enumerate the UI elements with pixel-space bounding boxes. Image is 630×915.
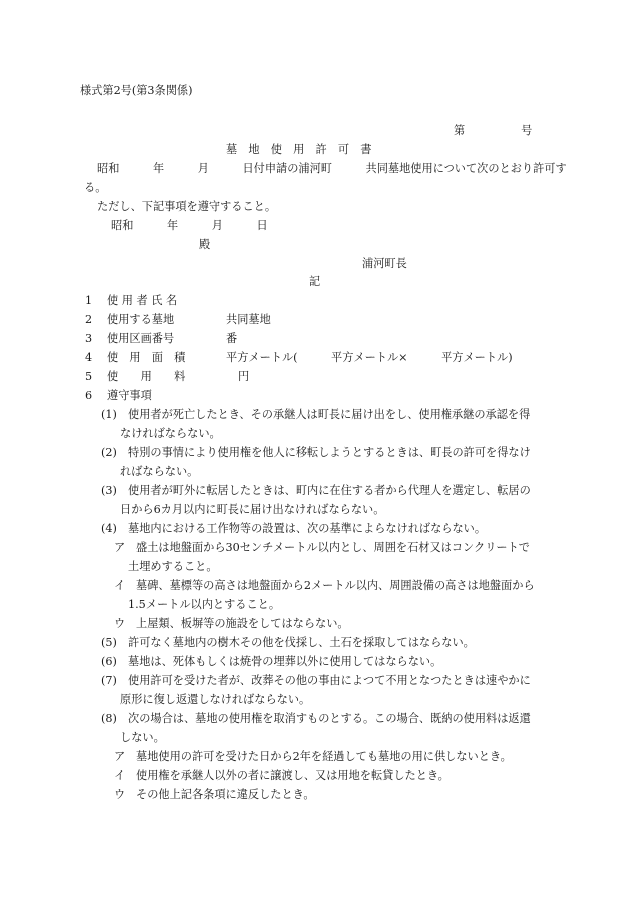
rule-text-cont: 原形に復し返還しなければならない。 (120, 693, 311, 706)
rule-text-cont: なければならない。 (120, 427, 221, 440)
rule-text: 墓地は、死体もしくは焼骨の埋葬以外に使用してはならない。 (128, 655, 442, 668)
form-number: 様式第2号(第3条関係) (80, 84, 193, 97)
item-label-rules: 遵守事項 (107, 389, 152, 402)
sub-rule-text-cont: 1.5メートル以内とすること。 (128, 598, 281, 611)
ki-heading: 記 (309, 275, 321, 288)
sub-rule-mark: ウ (114, 788, 126, 801)
rule-text: 使用者が死亡したとき、その承継人は町長に届け出をし、使用権承継の承認を得 (128, 408, 531, 421)
proviso-text: ただし、下記事項を遵守すること。 (97, 200, 277, 213)
sub-rule-mark: イ (114, 579, 126, 592)
item-label-plot-number: 使用区画番号 (107, 332, 175, 345)
intro-text-line2: る。 (84, 181, 107, 194)
item-number: 4 (85, 351, 93, 364)
item-number: 5 (85, 370, 93, 383)
rule-number: (2) (101, 446, 117, 459)
sub-rule-mark: イ (114, 769, 126, 782)
item-value-area: 平方メートル( 平方メートル× 平方メートル) (226, 351, 513, 364)
sub-rule-text: その他上記各条項に違反したとき。 (136, 788, 315, 801)
item-label-fee: 使 用 料 (107, 370, 186, 383)
addressee-suffix: 殿 (199, 238, 211, 251)
rule-number: (7) (101, 674, 117, 687)
document-number: 第 号 (454, 124, 533, 137)
item-label-area: 使 用 面 積 (107, 351, 186, 364)
item-number: 1 (85, 294, 93, 307)
sub-rule-text: 使用権を承継人以外の者に譲渡し、又は用地を転貸したとき。 (136, 769, 449, 782)
rule-number: (4) (101, 522, 117, 535)
rule-number: (8) (101, 712, 117, 725)
item-value-plot-number: 番 (226, 332, 238, 345)
rule-text: 許可なく墓地内の樹木その他を伐採し、土石を採取してはならない。 (128, 636, 475, 649)
sub-rule-mark: ア (114, 750, 126, 763)
rule-text: 使用許可を受けた者が、改葬その他の事由によつて不用となつたときは速やかに (128, 674, 531, 687)
item-number: 6 (85, 389, 93, 402)
sub-rule-mark: ア (114, 541, 126, 554)
item-label-cemetery: 使用する墓地 (107, 313, 175, 326)
sub-rule-text-cont: 土埋めすること。 (128, 560, 218, 573)
rule-text: 特別の事情により使用権を他人に移転しようとするときは、町長の許可を得なけ (128, 446, 531, 459)
rule-text: 墓地内における工作物等の設置は、次の基準によらなければならない。 (128, 522, 487, 535)
issuer: 浦河町長 (362, 257, 407, 270)
intro-text-line1: 昭和 年 月 日付申請の浦河町 共同墓地使用について次のとおり許可す (97, 162, 567, 175)
sub-rule-text: 墓碑、墓標等の高さは地盤面から2メートル以内、周囲設備の高さは地盤面から (136, 579, 535, 592)
sub-rule-text: 墓地使用の許可を受けた日から2年を経過しても墓地の用に供しないとき。 (136, 750, 512, 763)
rule-text: 使用者が町外に転居したときは、町内に在住する者から代理人を選定し、転居の (128, 484, 531, 497)
rule-number: (6) (101, 655, 117, 668)
item-label-user-name: 使 用 者 氏 名 (107, 294, 178, 307)
document-title: 墓 地 使 用 許 可 書 (226, 143, 372, 156)
rule-number: (1) (101, 408, 117, 421)
sub-rule-text: 上屋類、板塀等の施設をしてはならない。 (136, 617, 349, 630)
rule-text-cont: ればならない。 (120, 465, 199, 478)
item-value-cemetery: 共同墓地 (226, 313, 271, 326)
rule-number: (5) (101, 636, 117, 649)
rule-text-cont: しない。 (120, 731, 165, 744)
sub-rule-mark: ウ (114, 617, 126, 630)
rule-text-cont: 日から6カ月以内に町長に届け出なければならない。 (120, 503, 385, 516)
rule-number: (3) (101, 484, 117, 497)
date-line: 昭和 年 月 日 (111, 219, 268, 232)
item-number: 2 (85, 313, 93, 326)
sub-rule-text: 盛土は地盤面から30センチメートル以内とし、周囲を石材又はコンクリートで (136, 541, 530, 554)
item-number: 3 (85, 332, 93, 345)
rule-text: 次の場合は、墓地の使用権を取消すものとする。この場合、既納の使用料は返還 (128, 712, 531, 725)
item-value-fee: 円 (238, 370, 250, 383)
